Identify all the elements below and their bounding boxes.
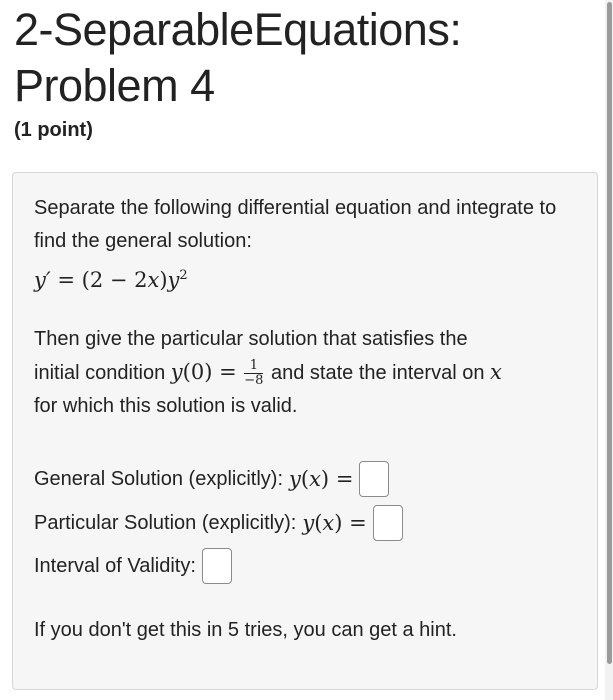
- problem-intro: Separate the following differential equation and integrate to find the general solution:: [34, 197, 557, 252]
- equation-math: $y' = (2 - 2x)y^2$: [34, 268, 188, 292]
- general-solution-input[interactable]: [359, 461, 389, 497]
- followup-line-2: initial condition y(0) = $\frac{1}{-8}$ and state the interval on x: [34, 358, 502, 389]
- particular-solution-math: y(x) =: [302, 511, 367, 535]
- hint-text: If you don't get this in 5 tries, you can get a hint.: [34, 619, 457, 641]
- interval-input[interactable]: [202, 548, 232, 584]
- interval-row: [34, 546, 232, 586]
- particular-solution-row: [34, 503, 403, 543]
- general-solution-math: y(x) =: [289, 467, 354, 491]
- followup-line-3: for which this solution is valid.: [34, 395, 298, 417]
- scrollbar-track[interactable]: [605, 0, 613, 700]
- initial-condition-math: y(0) =: [170, 360, 237, 384]
- general-solution-label: General Solution (explicitly):: [34, 467, 283, 490]
- problem-title: 2-SeparableEquations: Problem 4: [14, 4, 462, 111]
- general-solution-row: [34, 459, 389, 499]
- particular-solution-input[interactable]: [373, 505, 403, 541]
- problem-box: [12, 172, 598, 690]
- followup-line-1: Then give the particular solution that satisfies the: [34, 328, 468, 350]
- scrollbar-thumb[interactable]: [607, 2, 612, 664]
- differential-equation: [34, 259, 594, 298]
- initial-condition-fraction: $\frac{1}{-8}$: [244, 358, 264, 389]
- problem-points: (1 point): [14, 119, 93, 141]
- interval-label: Interval of Validity:: [34, 554, 196, 577]
- particular-solution-label: Particular Solution (explicitly):: [34, 511, 297, 534]
